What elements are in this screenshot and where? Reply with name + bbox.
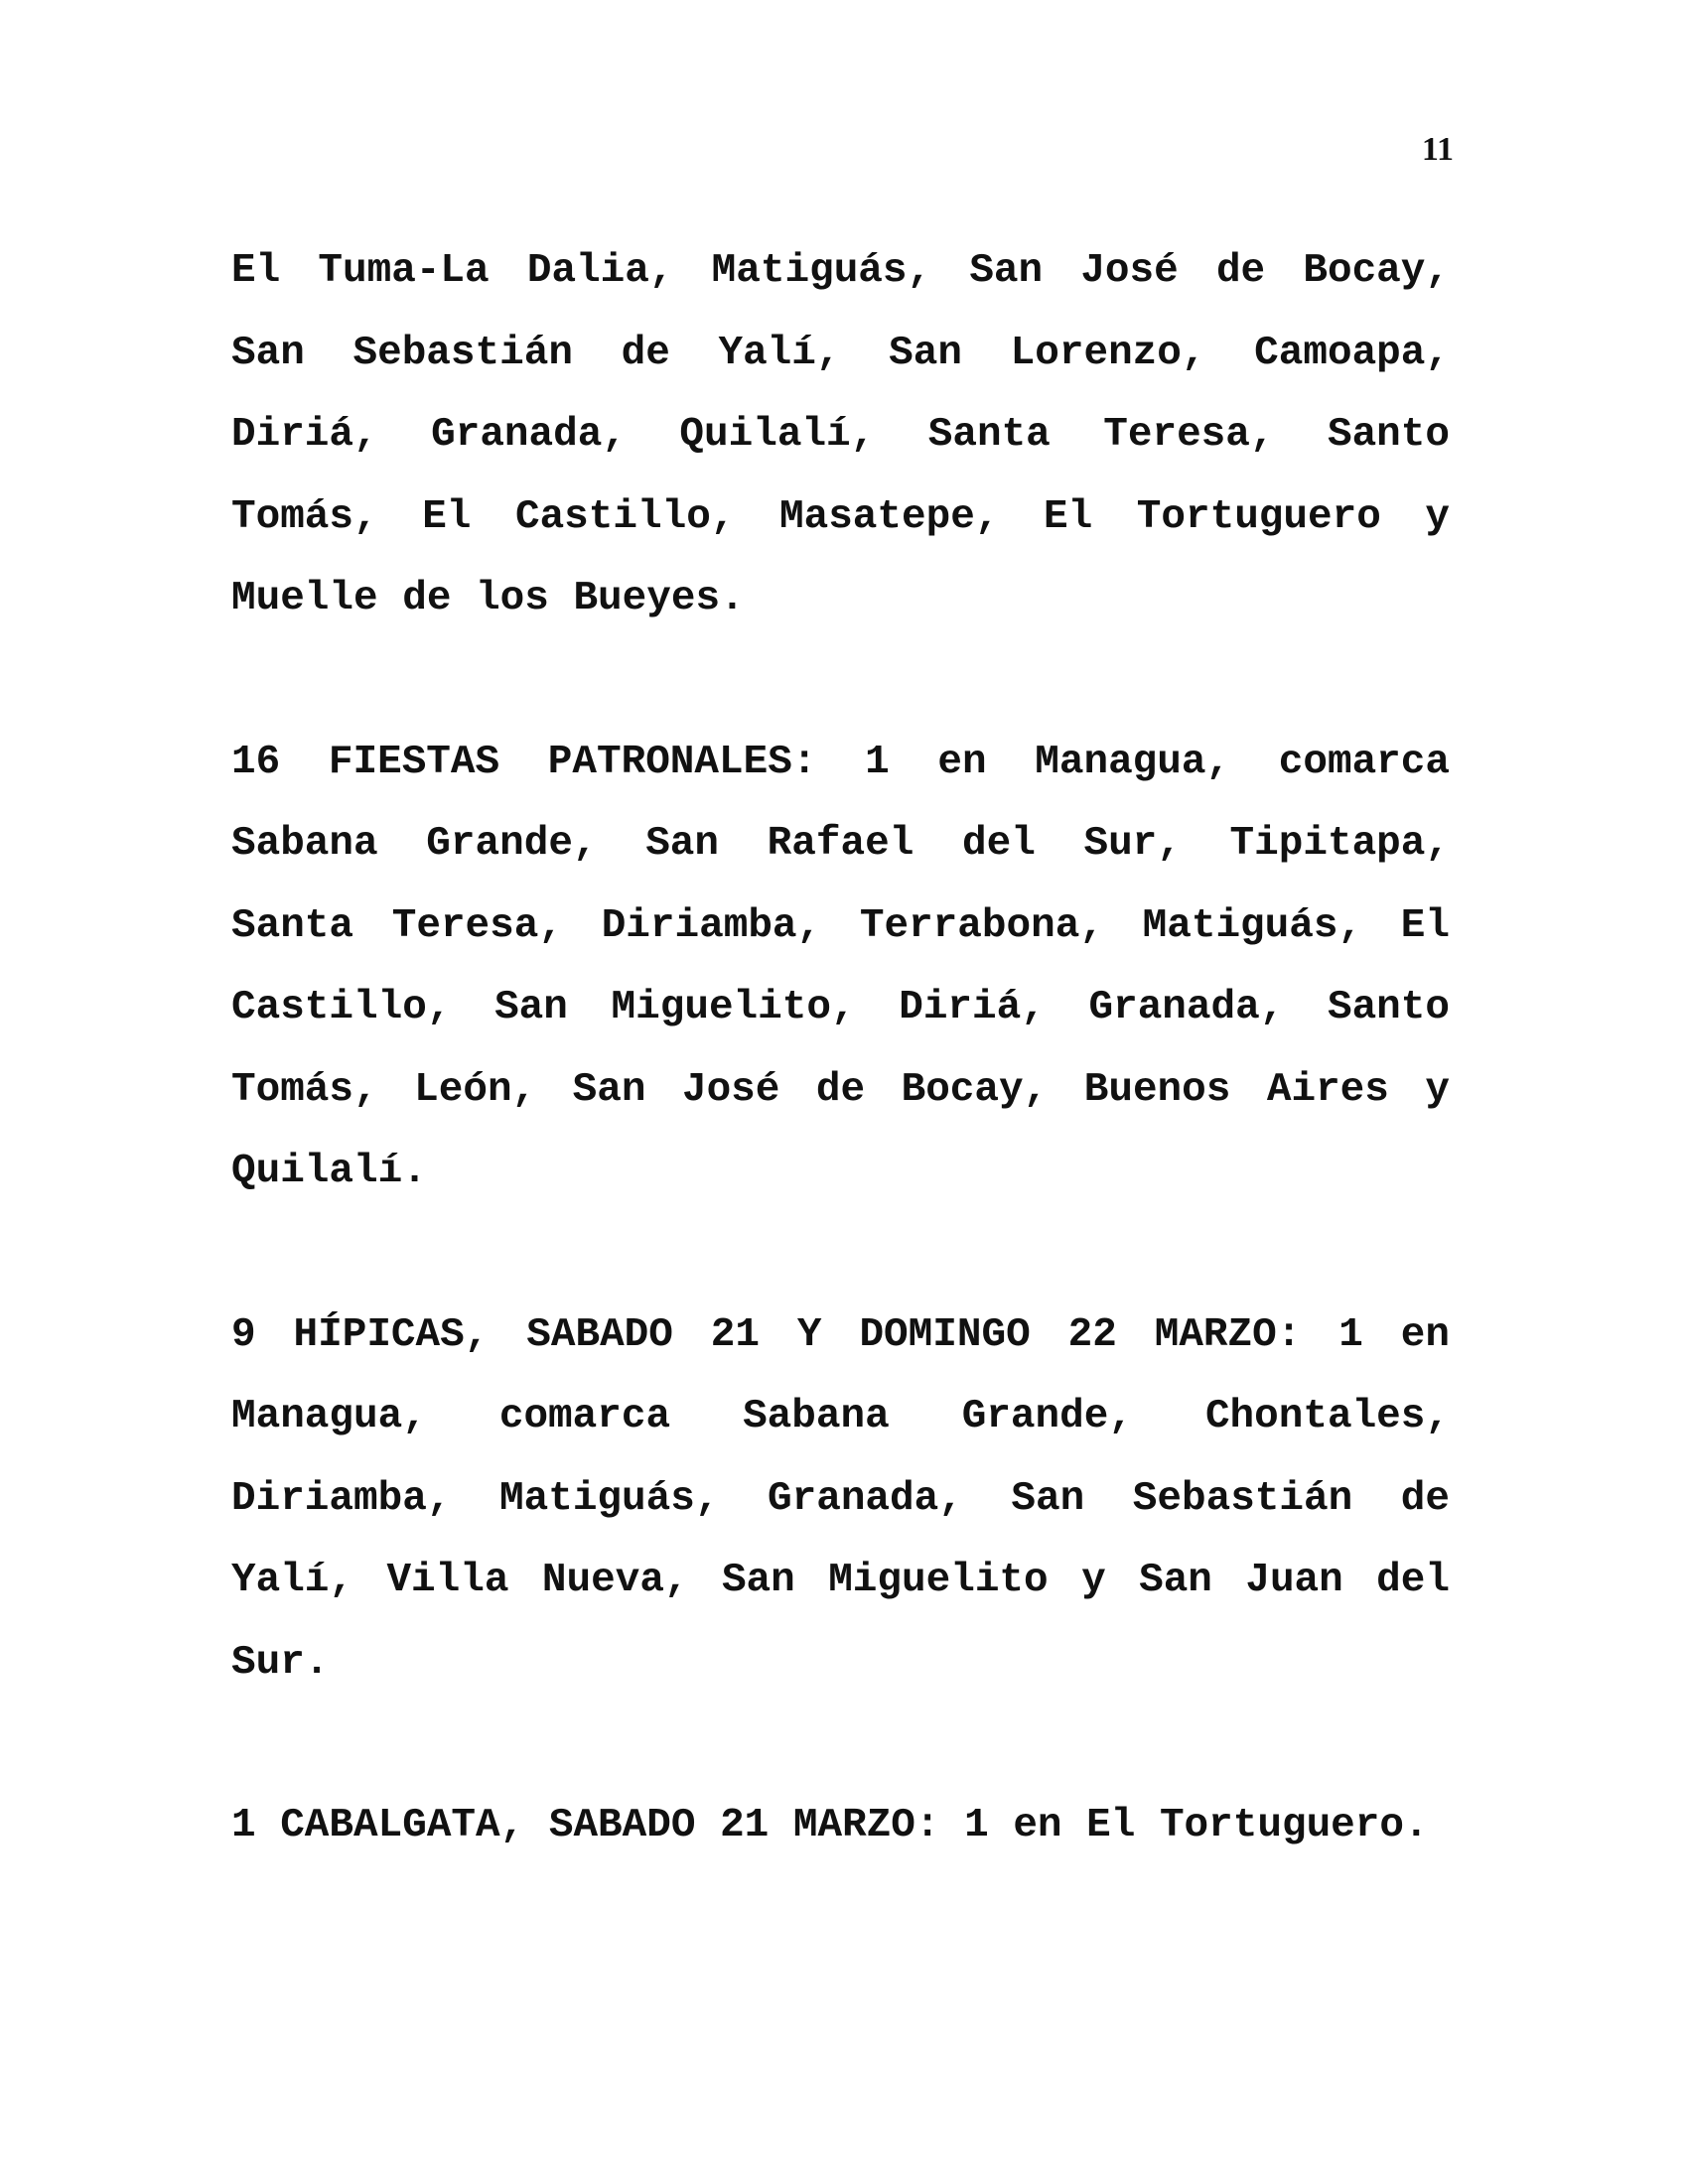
- document-body: [231, 230, 1450, 1867]
- page-number: 11: [1421, 131, 1454, 168]
- paragraph-fiestas-patronales: 16 FIESTAS PATRONALES: 1 en Managua, comarca Sabana Grande, San Rafael del Sur, Tipitapa, Santa Teresa, Diriamba, Terrabona, Matiguás, El Castillo, San Miguelito, Diriá, Granada, Santo Tomás, León, San José de Bocay, Buenos Aires y Quilalí.: [231, 739, 1450, 1194]
- paragraph-cabalgata: 1 CABALGATA, SABADO 21 MARZO: 1 en El Tortuguero.: [231, 1803, 1429, 1848]
- paragraph-municipalities-list: El Tuma-La Dalia, Matiguás, San José de Bocay, San Sebastián de Yalí, San Lorenzo, Camoapa, Diriá, Granada, Quilalí, Santa Teresa, Santo Tomás, El Castillo, Masatepe, El Tortuguero y Muelle de los Bueyes.: [231, 248, 1450, 621]
- paragraph-hipicas: 9 HÍPICAS, SABADO 21 Y DOMINGO 22 MARZO: 1 en Managua, comarca Sabana Grande, Chontales, Diriamba, Matiguás, Granada, San Sebastián de Yalí, Villa Nueva, San Miguelito y San Juan del Sur.: [231, 1311, 1450, 1686]
